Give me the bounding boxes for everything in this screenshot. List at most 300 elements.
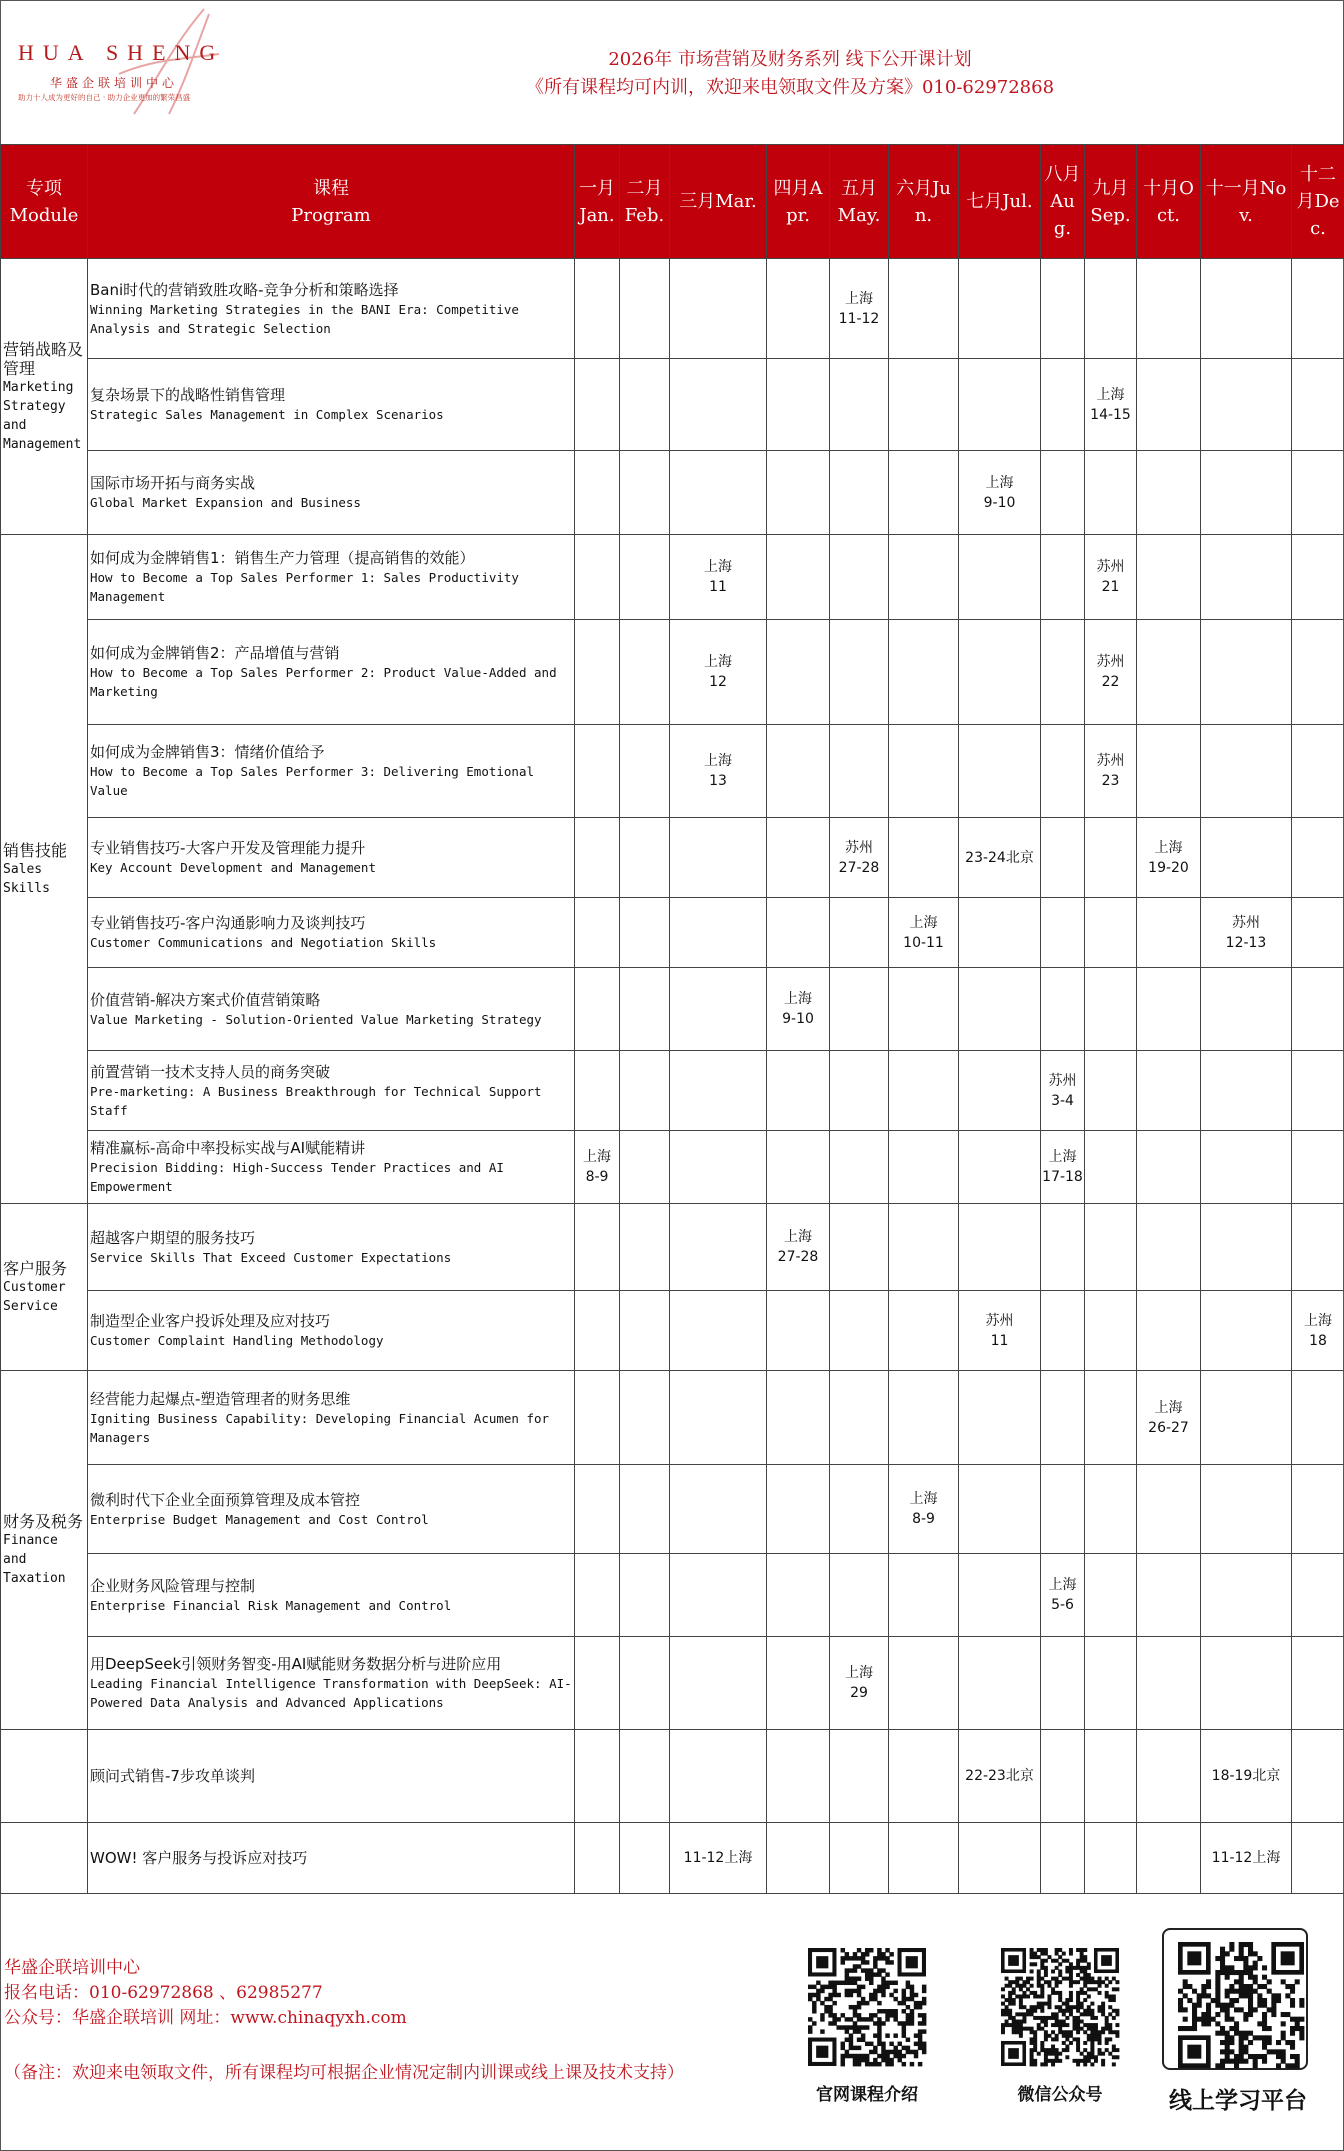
empty-cell xyxy=(1201,818,1292,898)
empty-cell xyxy=(1041,359,1085,451)
session-cell: 上海 17-18 xyxy=(1041,1131,1085,1204)
empty-cell xyxy=(1041,1637,1085,1730)
empty-cell xyxy=(575,359,620,451)
module-cell xyxy=(1,1371,88,1730)
program-cell xyxy=(88,535,575,620)
empty-cell xyxy=(1292,1823,1344,1894)
empty-cell xyxy=(670,818,767,898)
empty-cell xyxy=(1201,725,1292,818)
program-cell xyxy=(88,451,575,535)
empty-cell xyxy=(889,1371,959,1465)
empty-cell xyxy=(959,535,1041,620)
header-month-11: 十一月Nov. xyxy=(1201,145,1292,259)
empty-cell xyxy=(670,1637,767,1730)
session-cell: 上海 11 xyxy=(670,535,767,620)
empty-cell xyxy=(1041,968,1085,1051)
empty-cell xyxy=(670,259,767,359)
session-cell: 上海 9-10 xyxy=(767,968,830,1051)
logo-brand-en: HUA SHENG xyxy=(18,40,225,65)
program-title-en: Customer Communications and Negotiation Skills xyxy=(90,935,437,950)
program-title-cn: 企业财务风险管理与控制 xyxy=(90,1576,256,1595)
program-cell xyxy=(88,1291,575,1371)
empty-cell xyxy=(1041,535,1085,620)
table-row xyxy=(1,1823,1344,1894)
contact-info xyxy=(4,1956,407,2031)
header-module: 专项 Module xyxy=(1,145,88,259)
empty-cell xyxy=(767,818,830,898)
program-title-en: Igniting Business Capability: Developing Financial Acumen for Managers xyxy=(90,1410,550,1445)
empty-cell xyxy=(767,535,830,620)
empty-cell xyxy=(1085,1823,1137,1894)
empty-cell xyxy=(1041,1823,1085,1894)
session-cell: 22-23北京 xyxy=(959,1730,1041,1823)
empty-cell xyxy=(959,1823,1041,1894)
empty-cell xyxy=(889,359,959,451)
program-title-cn: 超越客户期望的服务技巧 xyxy=(90,1228,256,1247)
empty-cell xyxy=(1137,1465,1201,1554)
empty-cell xyxy=(1085,968,1137,1051)
empty-cell xyxy=(1041,451,1085,535)
program-title-en: Leading Financial Intelligence Transformation with DeepSeek: AI-Powered Data Analysis and Advanced Applications xyxy=(90,1676,572,1710)
empty-cell xyxy=(575,968,620,1051)
session-cell: 苏州 12-13 xyxy=(1201,898,1292,968)
empty-cell xyxy=(1292,1730,1344,1823)
empty-cell xyxy=(767,725,830,818)
empty-cell xyxy=(620,1131,670,1204)
empty-cell xyxy=(670,1051,767,1131)
table-row xyxy=(1,535,1344,620)
module-name-cn: 营销战略及管理 xyxy=(3,339,84,378)
empty-cell xyxy=(767,359,830,451)
table-row xyxy=(1,1051,1344,1131)
empty-cell xyxy=(1201,1554,1292,1637)
table-row xyxy=(1,1204,1344,1291)
program-cell xyxy=(88,359,575,451)
empty-cell xyxy=(1085,1730,1137,1823)
empty-cell xyxy=(889,1204,959,1291)
empty-cell xyxy=(575,1823,620,1894)
qr-code-online-platform[interactable] xyxy=(1162,1928,1308,2070)
page-title-line2: 《所有课程均可内训，欢迎来电领取文件及方案》010-62972868 xyxy=(525,77,1055,98)
empty-cell xyxy=(767,451,830,535)
program-title-en: Pre-marketing: A Business Breakthrough for Technical Support Staff xyxy=(90,1083,542,1118)
empty-cell xyxy=(959,359,1041,451)
header-month-12: 十二月Dec. xyxy=(1292,145,1344,259)
empty-cell xyxy=(1292,535,1344,620)
empty-cell xyxy=(575,1465,620,1554)
empty-cell xyxy=(575,451,620,535)
program-title-cn: 价值营销-解决方案式价值营销策略 xyxy=(90,990,321,1009)
empty-cell xyxy=(670,968,767,1051)
empty-cell xyxy=(670,1131,767,1204)
empty-cell xyxy=(575,1371,620,1465)
empty-cell xyxy=(670,1554,767,1637)
program-cell xyxy=(88,1465,575,1554)
empty-cell xyxy=(620,1291,670,1371)
empty-cell xyxy=(575,1554,620,1637)
empty-cell xyxy=(1137,1637,1201,1730)
empty-cell xyxy=(1201,1291,1292,1371)
table-row xyxy=(1,1291,1344,1371)
empty-cell xyxy=(1041,725,1085,818)
empty-cell xyxy=(1292,818,1344,898)
session-cell: 上海 5-6 xyxy=(1041,1554,1085,1637)
empty-cell xyxy=(1201,1637,1292,1730)
empty-cell xyxy=(1085,1204,1137,1291)
empty-cell xyxy=(767,1637,830,1730)
session-cell: 上海 10-11 xyxy=(889,898,959,968)
header-month-1: 一月Jan. xyxy=(575,145,620,259)
empty-cell xyxy=(959,1051,1041,1131)
session-cell: 苏州 11 xyxy=(959,1291,1041,1371)
empty-cell xyxy=(959,725,1041,818)
table-row xyxy=(1,1131,1344,1204)
session-cell: 苏州 3-4 xyxy=(1041,1051,1085,1131)
empty-cell xyxy=(1041,1291,1085,1371)
empty-cell xyxy=(959,620,1041,725)
empty-cell xyxy=(1201,359,1292,451)
empty-cell xyxy=(1292,359,1344,451)
program-cell xyxy=(88,898,575,968)
program-title-cn: 专业销售技巧-客户沟通影响力及谈判技巧 xyxy=(90,914,366,932)
empty-cell xyxy=(1292,1637,1344,1730)
empty-cell xyxy=(575,818,620,898)
program-title-cn: 精准赢标-高命中率投标实战与AI赋能精讲 xyxy=(90,1139,366,1157)
empty-cell xyxy=(1085,451,1137,535)
empty-cell xyxy=(1085,1465,1137,1554)
empty-cell xyxy=(670,1204,767,1291)
module-cell-empty xyxy=(1,1730,88,1823)
empty-cell xyxy=(620,359,670,451)
empty-cell xyxy=(889,259,959,359)
empty-cell xyxy=(767,1291,830,1371)
table-row xyxy=(1,1371,1344,1465)
session-cell: 上海 26-27 xyxy=(1137,1371,1201,1465)
table-row xyxy=(1,1554,1344,1637)
program-title-cn: 顾问式销售-7步攻单谈判 xyxy=(90,1767,255,1785)
empty-cell xyxy=(1292,968,1344,1051)
table-row xyxy=(1,898,1344,968)
session-cell: 11-12上海 xyxy=(670,1823,767,1894)
program-title-en: Value Marketing - Solution-Oriented Value Marketing Strategy xyxy=(90,1011,542,1027)
empty-cell xyxy=(575,898,620,968)
session-cell: 上海 14-15 xyxy=(1085,359,1137,451)
empty-cell xyxy=(620,451,670,535)
empty-cell xyxy=(1292,259,1344,359)
empty-cell xyxy=(1085,259,1137,359)
empty-cell xyxy=(1137,725,1201,818)
empty-cell xyxy=(889,1291,959,1371)
module-cell xyxy=(1,535,88,1204)
session-cell: 上海 18 xyxy=(1292,1291,1344,1371)
empty-cell xyxy=(1085,818,1137,898)
program-title-cn: 用DeepSeek引领财务智变-用AI赋能财务数据分析与进阶应用 xyxy=(90,1655,502,1673)
program-title-en: Strategic Sales Management in Complex Scenarios xyxy=(90,407,444,422)
program-title-cn: 前置营销一技术支持人员的商务突破 xyxy=(90,1062,331,1081)
empty-cell xyxy=(1041,1204,1085,1291)
empty-cell xyxy=(1201,1465,1292,1554)
empty-cell xyxy=(959,1371,1041,1465)
header-month-10: 十月Oct. xyxy=(1137,145,1201,259)
empty-cell xyxy=(1137,359,1201,451)
empty-cell xyxy=(830,898,889,968)
empty-cell xyxy=(830,535,889,620)
empty-cell xyxy=(889,1554,959,1637)
program-cell xyxy=(88,1823,575,1894)
table-row xyxy=(1,259,1344,359)
empty-cell xyxy=(1137,968,1201,1051)
empty-cell xyxy=(830,1730,889,1823)
header-month-4: 四月Apr. xyxy=(767,145,830,259)
empty-cell xyxy=(830,620,889,725)
header-month-6: 六月Jun. xyxy=(889,145,959,259)
table-row xyxy=(1,968,1344,1051)
empty-cell xyxy=(1201,1051,1292,1131)
empty-cell xyxy=(1137,1291,1201,1371)
empty-cell xyxy=(1137,259,1201,359)
empty-cell xyxy=(830,1823,889,1894)
empty-cell xyxy=(1201,259,1292,359)
table-row xyxy=(1,1730,1344,1823)
empty-cell xyxy=(1292,620,1344,725)
program-title-en: Precision Bidding: High-Success Tender Practices and AI Empowerment xyxy=(90,1160,504,1194)
program-title-en: Enterprise Financial Risk Management and Control xyxy=(90,1597,452,1613)
qr-caption-online-platform: 线上学习平台 xyxy=(1169,2088,1307,2114)
empty-cell xyxy=(889,1637,959,1730)
program-title-en: How to Become a Top Sales Performer 2: Product Value-Added and Marketing xyxy=(90,665,557,699)
empty-cell xyxy=(889,818,959,898)
empty-cell xyxy=(620,725,670,818)
module-cell xyxy=(1,1204,88,1371)
empty-cell xyxy=(830,451,889,535)
empty-cell xyxy=(1085,898,1137,968)
empty-cell xyxy=(575,1204,620,1291)
empty-cell xyxy=(889,451,959,535)
program-cell xyxy=(88,818,575,898)
empty-cell xyxy=(830,1204,889,1291)
empty-cell xyxy=(1137,620,1201,725)
empty-cell xyxy=(767,259,830,359)
program-title-cn: 如何成为金牌销售3：情绪价值给予 xyxy=(90,743,325,761)
empty-cell xyxy=(575,725,620,818)
table-row xyxy=(1,1465,1344,1554)
empty-cell xyxy=(1041,898,1085,968)
empty-cell xyxy=(670,1371,767,1465)
empty-cell xyxy=(670,1291,767,1371)
empty-cell xyxy=(767,1730,830,1823)
empty-cell xyxy=(1201,1131,1292,1204)
empty-cell xyxy=(1201,968,1292,1051)
module-cell-empty xyxy=(1,1823,88,1894)
program-title-cn: 制造型企业客户投诉处理及应对技巧 xyxy=(90,1312,331,1330)
empty-cell xyxy=(830,1291,889,1371)
session-cell: 苏州 22 xyxy=(1085,620,1137,725)
session-cell: 上海 8-9 xyxy=(889,1465,959,1554)
empty-cell xyxy=(830,968,889,1051)
program-cell xyxy=(88,1554,575,1637)
program-title-en: Enterprise Budget Management and Cost Control xyxy=(90,1511,429,1527)
empty-cell xyxy=(959,1204,1041,1291)
program-title-cn: Bani时代的营销致胜攻略-竞争分析和策略选择 xyxy=(90,280,399,299)
empty-cell xyxy=(1201,620,1292,725)
empty-cell xyxy=(575,1051,620,1131)
empty-cell xyxy=(1137,1823,1201,1894)
empty-cell xyxy=(889,535,959,620)
table-row xyxy=(1,620,1344,725)
session-cell: 上海 9-10 xyxy=(959,451,1041,535)
qr-code-wechat[interactable] xyxy=(978,1942,1142,2072)
empty-cell xyxy=(620,818,670,898)
empty-cell xyxy=(889,1051,959,1131)
empty-cell xyxy=(1292,1131,1344,1204)
empty-cell xyxy=(620,898,670,968)
empty-cell xyxy=(767,1465,830,1554)
module-name-cn: 客户服务 xyxy=(3,1258,68,1278)
empty-cell xyxy=(1292,1554,1344,1637)
empty-cell xyxy=(620,1051,670,1131)
module-name-en: Finance and Taxation xyxy=(3,1533,66,1586)
empty-cell xyxy=(959,1554,1041,1637)
program-cell xyxy=(88,620,575,725)
qr-code-website[interactable] xyxy=(782,1942,952,2072)
empty-cell xyxy=(830,1554,889,1637)
empty-cell xyxy=(1137,1554,1201,1637)
empty-cell xyxy=(767,1051,830,1131)
header-month-9: 九月Sep. xyxy=(1085,145,1137,259)
module-name-cn: 财务及税务 xyxy=(3,1512,84,1531)
program-title-en: Key Account Development and Management xyxy=(90,860,376,875)
empty-cell xyxy=(767,1131,830,1204)
logo-brand-cn: 华盛企联培训中心 xyxy=(50,76,179,90)
qr-caption-wechat: 微信公众号 xyxy=(1017,2085,1103,2105)
empty-cell xyxy=(767,898,830,968)
empty-cell xyxy=(620,1204,670,1291)
empty-cell xyxy=(1137,1051,1201,1131)
empty-cell xyxy=(1137,1730,1201,1823)
logo-slogan: 助力十人成为更好的自己 · 助力企业更加的繁荣昌盛 xyxy=(18,93,191,102)
empty-cell xyxy=(1137,1131,1201,1204)
empty-cell xyxy=(1085,1131,1137,1204)
session-cell: 上海 8-9 xyxy=(575,1131,620,1204)
program-cell xyxy=(88,1131,575,1204)
empty-cell xyxy=(575,620,620,725)
session-cell: 上海 13 xyxy=(670,725,767,818)
header-month-8: 八月Aug. xyxy=(1041,145,1085,259)
empty-cell xyxy=(1201,1204,1292,1291)
empty-cell xyxy=(670,898,767,968)
empty-cell xyxy=(1292,1051,1344,1131)
session-cell: 上海 19-20 xyxy=(1137,818,1201,898)
empty-cell xyxy=(889,1823,959,1894)
empty-cell xyxy=(830,1371,889,1465)
empty-cell xyxy=(830,359,889,451)
empty-cell xyxy=(767,1554,830,1637)
empty-cell xyxy=(959,1465,1041,1554)
empty-cell xyxy=(1201,1371,1292,1465)
empty-cell xyxy=(1041,818,1085,898)
empty-cell xyxy=(1292,1204,1344,1291)
program-cell xyxy=(88,1637,575,1730)
empty-cell xyxy=(830,1131,889,1204)
session-cell: 上海 27-28 xyxy=(767,1204,830,1291)
session-cell: 上海 12 xyxy=(670,620,767,725)
empty-cell xyxy=(889,1131,959,1204)
table-header-row xyxy=(1,145,1344,259)
program-title-cn: 专业销售技巧-大客户开发及管理能力提升 xyxy=(90,839,366,857)
program-title-en: Customer Complaint Handling Methodology xyxy=(90,1333,384,1348)
program-title-en: How to Become a Top Sales Performer 1: Sales Productivity Management xyxy=(90,570,519,604)
empty-cell xyxy=(1085,1554,1137,1637)
module-name-en: Sales Skills xyxy=(3,861,50,896)
empty-cell xyxy=(620,535,670,620)
empty-cell xyxy=(830,725,889,818)
empty-cell xyxy=(670,1730,767,1823)
table-row xyxy=(1,725,1344,818)
empty-cell xyxy=(620,968,670,1051)
empty-cell xyxy=(959,1637,1041,1730)
brand-logo xyxy=(14,10,284,120)
empty-cell xyxy=(1201,535,1292,620)
qr-caption-website: 官网课程介绍 xyxy=(816,2085,918,2105)
program-cell xyxy=(88,1371,575,1465)
empty-cell xyxy=(1137,1204,1201,1291)
empty-cell xyxy=(1041,1465,1085,1554)
company-name: 华盛企联培训中心 xyxy=(4,1958,140,1978)
empty-cell xyxy=(1201,451,1292,535)
program-cell xyxy=(88,968,575,1051)
empty-cell xyxy=(830,1465,889,1554)
empty-cell xyxy=(830,1051,889,1131)
program-title-cn: 经营能力起爆点-塑造管理者的财务思维 xyxy=(90,1389,351,1408)
empty-cell xyxy=(1137,535,1201,620)
session-cell: 18-19北京 xyxy=(1201,1730,1292,1823)
empty-cell xyxy=(670,359,767,451)
program-title-cn: WOW! 客户服务与投诉应对技巧 xyxy=(90,1849,308,1867)
empty-cell xyxy=(620,1823,670,1894)
empty-cell xyxy=(1292,725,1344,818)
page-footer xyxy=(0,1892,1344,2151)
empty-cell xyxy=(767,620,830,725)
empty-cell xyxy=(575,535,620,620)
empty-cell xyxy=(670,1465,767,1554)
session-cell: 苏州 21 xyxy=(1085,535,1137,620)
session-cell: 苏州 23 xyxy=(1085,725,1137,818)
page-title xyxy=(340,46,1240,102)
program-title-en: Service Skills That Exceed Customer Expectations xyxy=(90,1249,452,1265)
program-title-cn: 如何成为金牌销售2：产品增值与营销 xyxy=(90,644,340,662)
header-month-2: 二月Feb. xyxy=(620,145,670,259)
empty-cell xyxy=(670,451,767,535)
empty-cell xyxy=(959,968,1041,1051)
session-cell: 上海 29 xyxy=(830,1637,889,1730)
empty-cell xyxy=(1137,898,1201,968)
empty-cell xyxy=(620,1554,670,1637)
course-schedule-table xyxy=(0,144,1344,1894)
empty-cell xyxy=(620,1637,670,1730)
program-cell xyxy=(88,1051,575,1131)
empty-cell xyxy=(1041,259,1085,359)
session-cell: 11-12上海 xyxy=(1201,1823,1292,1894)
program-title-cn: 如何成为金牌销售1：销售生产力管理（提高销售的效能） xyxy=(90,549,475,567)
empty-cell xyxy=(620,1465,670,1554)
empty-cell xyxy=(620,259,670,359)
empty-cell xyxy=(1085,1371,1137,1465)
session-cell: 苏州 27-28 xyxy=(830,818,889,898)
program-cell xyxy=(88,259,575,359)
empty-cell xyxy=(889,725,959,818)
page-title-line1: 2026年 市场营销及财务系列 线下公开课计划 xyxy=(608,49,972,70)
module-cell xyxy=(1,259,88,535)
